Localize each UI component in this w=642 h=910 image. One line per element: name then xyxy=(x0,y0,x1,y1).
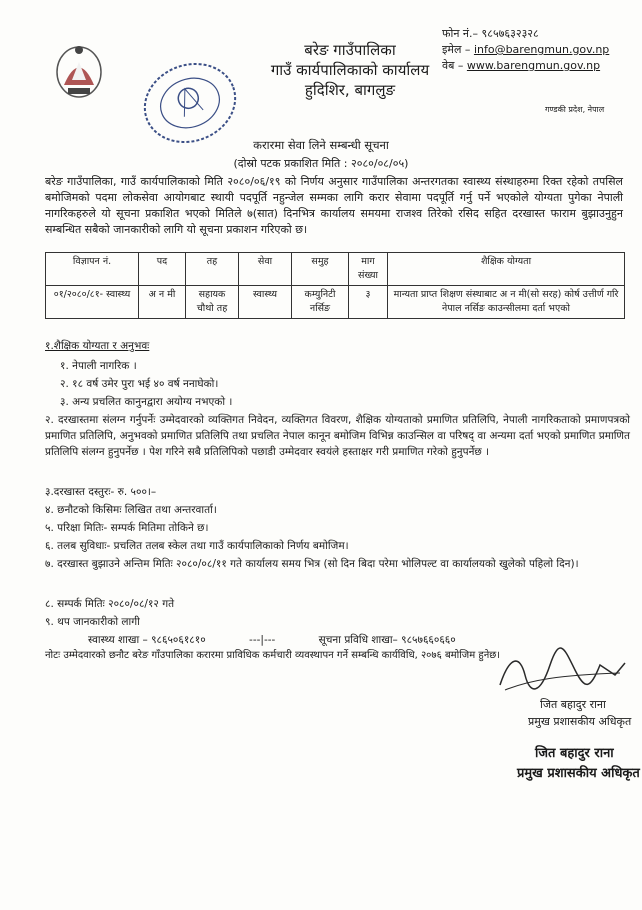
cell-group: कम्युनिटी नर्सिङ xyxy=(292,286,349,319)
web-label: वेब – xyxy=(442,59,464,72)
cell-post: अ न मी xyxy=(139,286,186,319)
col-qualification: शैक्षिक योग्यता xyxy=(388,253,625,286)
cell-service: स्वास्थ्य xyxy=(239,286,292,319)
stamp-designation: प्रमुख प्रशासकीय अधिकृत xyxy=(517,766,640,781)
email-line xyxy=(442,42,637,58)
nepal-emblem-icon xyxy=(54,40,104,100)
col-level: तह xyxy=(186,253,239,286)
note: नोटः उम्मेदवारको छनौट बरेङ गाँउपालिका करारमा प्राविधिक कर्मचारी व्यवस्थापन गर्ने सम्बन्धि कार्यविधि, २०७६ बमोजिम हुनेछ। xyxy=(45,650,501,661)
signatory-name: जित बहादुर राना xyxy=(540,698,606,711)
office-address: हुदिशिर, बागलुङ xyxy=(304,81,396,99)
web-line xyxy=(442,58,637,74)
section-5: ५. परिक्षा मितिः- सम्पर्क मितिमा तोकिने छ। xyxy=(45,522,209,534)
name-stamp xyxy=(517,744,640,784)
contact-block xyxy=(442,26,637,74)
section-8: ८. सम्पर्क मितिः २०८०/०८/१२ गते xyxy=(45,598,175,610)
email-link[interactable]: info@barengmun.gov.np xyxy=(473,43,610,56)
section-4: ४. छनौटको किसिमः लिखित तथा अन्तरवार्ता। xyxy=(45,504,217,516)
section-6: ६. तलब सुविधाः- प्रचलित तलब स्केल तथा गाउँ कार्यपालिकाको निर्णय बमोजिम। xyxy=(45,540,349,552)
col-count: माग संख्या xyxy=(349,253,388,286)
health-contact: स्वास्थ्य शाखा – ९८६५०६१८१० xyxy=(88,634,206,646)
office-name-line1: बरेङ गाउँपालिका xyxy=(304,41,396,59)
col-group: समुह xyxy=(292,253,349,286)
cell-level: सहायक चौथो तह xyxy=(186,286,239,319)
office-stamp xyxy=(140,58,240,148)
cell-ad-no: ०१/२०८०/८१- स्वास्थ्य xyxy=(46,286,139,319)
vacancy-table xyxy=(45,252,625,319)
table-row xyxy=(46,286,625,319)
handwritten-signature xyxy=(490,645,630,705)
web-link[interactable]: www.barengmun.gov.np xyxy=(466,59,601,72)
signatory-designation: प्रमुख प्रशासकीय अधिकृत xyxy=(528,715,632,728)
section-1-item: २. १८ वर्ष उमेर पुरा भई ४० वर्ष ननाघेको। xyxy=(60,378,219,390)
notice-intro: बरेङ गाउँपालिका, गाउँ कार्यपालिकाको मिति २०८०/०६/१९ को निर्णय अनुसार गाउँपालिका अन्तरगतका स्वास्थ्य संस्थाहरुमा रिक्त रहेको तपसिल बमोजिमको पदमा लोकसेवा आयोगबाट स्थायी पदपूर्ति नहुन्जेल सम्मका लागि करार सेवामा पदपूर्ति गर्नु पर्ने भएकोले योग्यता पुगेका नेपाली नागरिकहरुले यो सूचना प्रकाशित भएको मितिले ७(सात) दिनभित्र कार्यालय समयमा राजश्व तिरेको रसिद सहित दरखास्त फाराम बुझाउनुहुन सम्बन्धित सबैको जानकारीको लागि यो सूचना प्रकाशन गरिएको छ। xyxy=(45,175,623,236)
cell-qualification: मान्यता प्राप्त शिक्षण संस्थाबाट अ न मी(सो सरह) कोर्ष उत्तीर्ण गरि नेपाल नर्सिङ काउन्सीलमा दर्ता भएको xyxy=(388,286,625,319)
notice-title: करारमा सेवा लिने सम्बन्धी सूचना xyxy=(253,138,389,152)
section-1-item: १. नेपाली नागरिक । xyxy=(60,360,137,372)
section-7: ७. दरखास्त बुझाउने अन्तिम मितिः २०८०/०८/११ गते कार्यालय समय भित्र (सो दिन बिदा परेमा भोलिपल्ट वा कार्यालयको खुलेको पहिलो दिन)। xyxy=(45,558,579,570)
col-service: सेवा xyxy=(239,253,292,286)
col-ad-no: विज्ञापन नं. xyxy=(46,253,139,286)
col-post: पद xyxy=(139,253,186,286)
province-label: गण्डकी प्रदेश, नेपाल xyxy=(545,105,605,114)
phone-number: फोन नं.– ९८५७६३२३२८ xyxy=(442,27,539,40)
section-1-item: ३. अन्य प्रचलित कानुनद्वारा अयोग्य नभएको । xyxy=(60,396,233,408)
section-1-title: १.शैक्षिक योग्यता र अनुभवः xyxy=(45,340,150,352)
notice-subtitle: (दोस्रो पटक प्रकाशित मिति : २०८०/०८/०५) xyxy=(233,157,409,170)
table-header-row xyxy=(46,253,625,286)
section-2: २. दरखास्तमा संलग्न गर्नुपर्नेः उम्मेदवारको व्यक्तिगत निवेदन, व्यक्तिगत विवरण, शैक्षिक योग्यताको प्रमाणित प्रतिलिपि, नेपाली नागरिकताको प्रमाणपत्रको प्रमाणित प्रतिलिपि, अनुभवको प्रमाणित प्रतिलिपि तथा प्रचलित नेपाल कानून बमोजिम विभिन्न काउन्सिल वा परिषद् वा अन्यमा दर्ता भएको प्रमाणित प्रमाणित प्रतिलिपि संलग्न हुनुपर्नेछ । पेश गरिने सबै प्रतिलिपिको पछाडी उम्मेदवार स्वयंले हस्ताक्षर गरी प्रमाणित गरेको हुनुपर्नेछ । xyxy=(45,414,630,458)
section-3: ३.दरखास्त दस्तुरः- रु. ५००।– xyxy=(45,486,157,498)
office-header xyxy=(240,40,460,100)
email-label: इमेल – xyxy=(442,43,471,56)
section-9: ९. थप जानकारीको लागी xyxy=(45,616,140,628)
office-name-line2: गाउँ कार्यपालिकाको कार्यालय xyxy=(270,61,430,79)
contact-separator: ---|--- xyxy=(249,634,276,646)
stamp-name: जित बहादुर राना xyxy=(535,746,614,761)
cell-count: ३ xyxy=(349,286,388,319)
it-contact: सूचना प्रविधि शाखा– ९८५७६६०६६० xyxy=(318,634,456,646)
